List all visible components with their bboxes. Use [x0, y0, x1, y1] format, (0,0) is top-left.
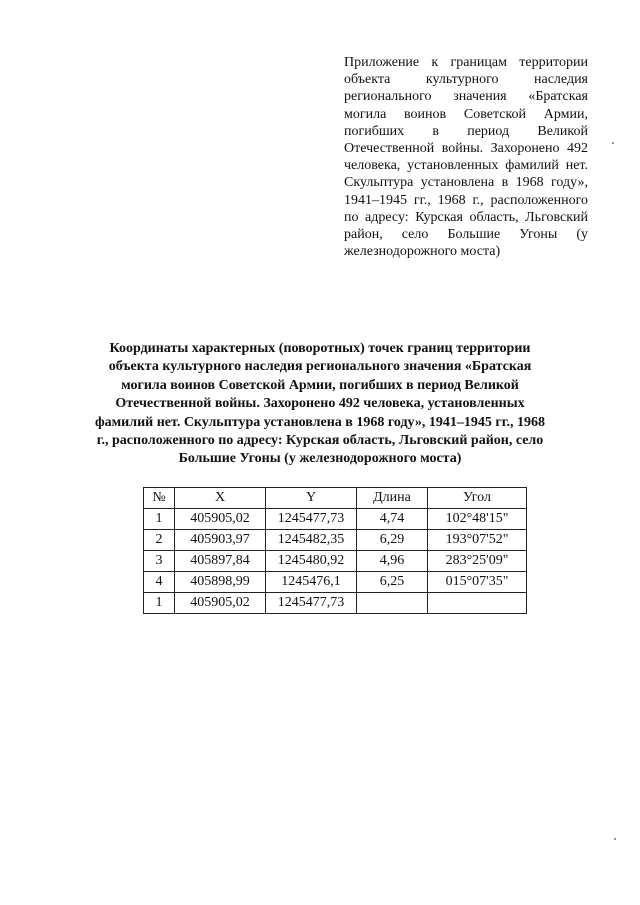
cell-num: 1	[144, 509, 175, 530]
cell-y: 1245482,35	[266, 530, 357, 551]
cell-x: 405905,02	[175, 509, 266, 530]
cell-angle: 283°25'09"	[428, 551, 527, 572]
cell-x: 405898,99	[175, 572, 266, 593]
cell-angle: 015°07'35"	[428, 572, 527, 593]
cell-num: 3	[144, 551, 175, 572]
table-row	[144, 509, 527, 530]
scan-speck	[612, 142, 614, 144]
cell-length: 4,74	[357, 509, 428, 530]
table-row	[144, 593, 527, 614]
table-header-row	[144, 488, 527, 509]
cell-length: 6,29	[357, 530, 428, 551]
cell-x: 405897,84	[175, 551, 266, 572]
table-row	[144, 551, 527, 572]
cell-num: 4	[144, 572, 175, 593]
cell-x: 405903,97	[175, 530, 266, 551]
appendix-note: Приложение к границам территории объекта культурного наследия регионального значения «Братская могила воинов Советской Армии, погибших в период Великой Отечественной войны. Захоронено 492 человека, установленных фамилий нет. Скульптура установлена в 1968 году», 1941–1945 гг., 1968 г., расположенного по адресу: Курская область, Льговский район, село Большие Угоны (у железнодорожного моста)	[344, 55, 588, 260]
cell-length: 6,25	[357, 572, 428, 593]
document-title: Координаты характерных (поворотных) точек границ территории объекта культурного наследия регионального значения «Братская могила воинов Советской Армии, погибших в период Великой Отечественной войны. Захоронено 492 человека, установленных фамилий нет. Скульптура установлена в 1968 году», 1941–1945 гг., 1968 г., расположенного по адресу: Курская область, Льговский район, село Большие Угоны (у железнодорожного моста)	[94, 341, 546, 467]
cell-angle: 193°07'52"	[428, 530, 527, 551]
cell-num: 1	[144, 593, 175, 614]
header-x: X	[175, 488, 266, 509]
table-row	[144, 572, 527, 593]
scan-speck	[614, 838, 616, 840]
table-row	[144, 530, 527, 551]
header-num: №	[144, 488, 175, 509]
cell-y: 1245480,92	[266, 551, 357, 572]
cell-y: 1245477,73	[266, 593, 357, 614]
coordinates-table	[143, 487, 527, 614]
header-y: Y	[266, 488, 357, 509]
cell-length: 4,96	[357, 551, 428, 572]
cell-y: 1245477,73	[266, 509, 357, 530]
header-angle: Угол	[428, 488, 527, 509]
header-length: Длина	[357, 488, 428, 509]
cell-y: 1245476,1	[266, 572, 357, 593]
cell-angle: 102°48'15"	[428, 509, 527, 530]
cell-x: 405905,02	[175, 593, 266, 614]
cell-length	[357, 593, 428, 614]
cell-angle	[428, 593, 527, 614]
cell-num: 2	[144, 530, 175, 551]
